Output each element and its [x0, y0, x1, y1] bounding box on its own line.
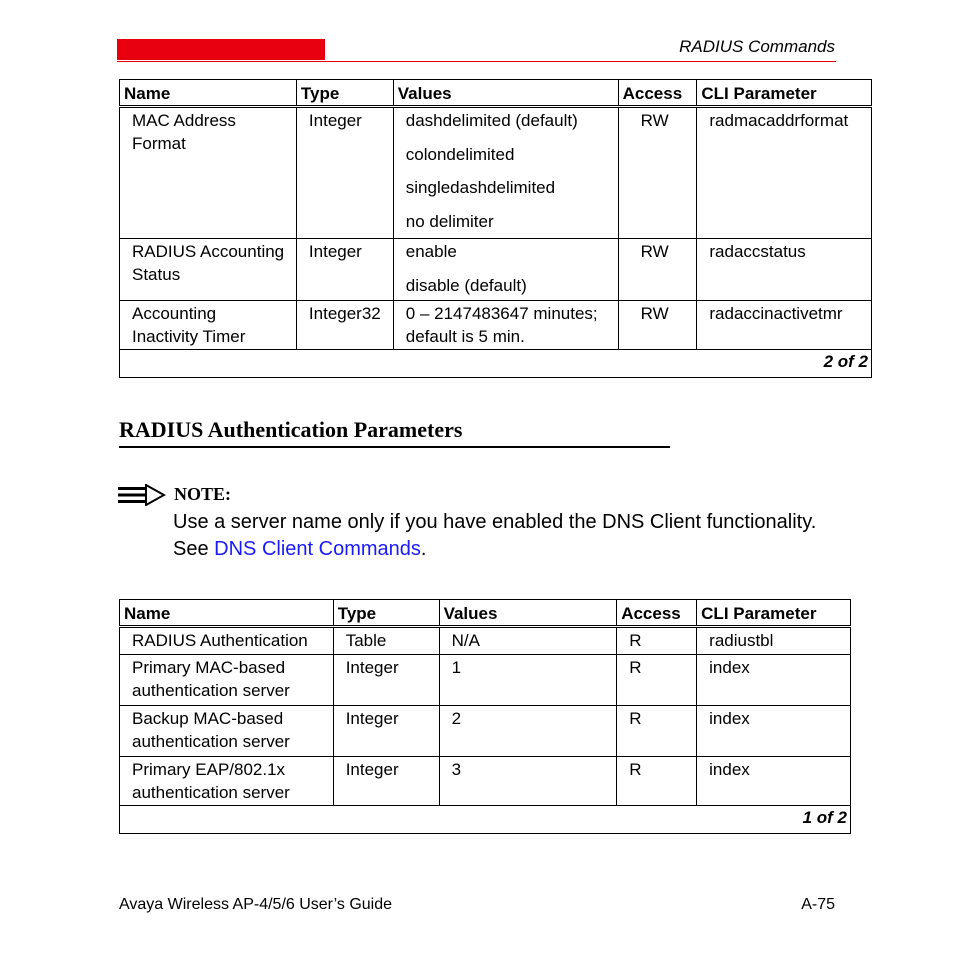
table-page-indicator: 2 of 2: [120, 350, 872, 378]
note-arrow-icon: [118, 484, 166, 506]
param-name: Backup MAC-based authentication server: [132, 709, 290, 751]
radius-authentication-table: [119, 599, 851, 834]
param-name: MAC Address Format: [132, 111, 236, 153]
table-row: [120, 107, 872, 239]
param-values: [394, 108, 618, 233]
value-item: disable (default): [405, 275, 527, 295]
note-text: [173, 509, 823, 563]
column-header: CLI Parameter: [697, 600, 851, 627]
param-access: R: [629, 760, 642, 779]
footer-guide-title: Avaya Wireless AP-4/5/6 User’s Guide: [119, 896, 393, 913]
param-cli: radaccinactivetmr: [709, 304, 843, 323]
value-item: singledashdelimited: [405, 178, 556, 197]
column-header: Values: [393, 80, 618, 107]
param-name: Primary EAP/802.1x authentication server: [132, 760, 290, 802]
column-header: Type: [296, 80, 393, 107]
radius-accounting-table: [119, 79, 872, 378]
param-access: R: [629, 658, 642, 677]
table-row: [120, 301, 872, 350]
header-rule: [117, 61, 836, 62]
table-row: [120, 706, 851, 757]
param-cli: radiustbl: [709, 631, 774, 650]
value-item: enable: [405, 242, 457, 261]
table-row: [120, 239, 872, 301]
param-values: 3: [451, 760, 462, 779]
column-header: Name: [120, 600, 334, 627]
column-header: Values: [439, 600, 617, 627]
param-values: 2: [451, 709, 462, 728]
param-cli: radmacaddrformat: [709, 111, 849, 130]
param-cli: radaccstatus: [709, 242, 806, 261]
header-title: RADIUS Commands: [679, 37, 835, 56]
param-type: Integer: [345, 760, 399, 779]
table-header-row: [120, 600, 851, 627]
table-row: [120, 757, 851, 806]
header-red-bar: [117, 39, 325, 60]
value-item: colondelimited: [405, 144, 515, 164]
section-rule: [119, 446, 670, 448]
param-cli: index: [709, 658, 750, 677]
param-access: R: [629, 709, 642, 728]
column-header: Access: [618, 80, 697, 107]
column-header: Type: [333, 600, 439, 627]
param-type: Integer: [308, 111, 362, 130]
param-values: N/A: [451, 631, 480, 650]
param-cli: index: [709, 709, 750, 728]
param-type: Integer: [308, 242, 362, 261]
param-type: Integer32: [308, 304, 381, 323]
value-item: no delimiter: [405, 211, 494, 231]
param-name: Accounting Inactivity Timer: [132, 304, 246, 346]
param-name: RADIUS Authentication: [132, 631, 308, 650]
param-access: R: [629, 631, 642, 650]
note-body: Use a server name only if you have enabled the DNS Client functionality. See: [173, 511, 817, 560]
note-end: .: [420, 538, 427, 560]
table-header-row: [120, 80, 872, 107]
section-title: RADIUS Authentication Parameters: [119, 417, 463, 442]
param-type: Integer: [345, 709, 399, 728]
param-access: RW: [640, 111, 669, 130]
param-type: Integer: [345, 658, 399, 677]
footer-page-number: A-75: [801, 896, 835, 913]
param-access: RW: [640, 304, 669, 323]
param-name: RADIUS Accounting Status: [132, 242, 285, 284]
param-type: Table: [345, 631, 387, 650]
table-row: [120, 627, 851, 655]
value-item: dashdelimited (default): [405, 111, 578, 130]
note-label: NOTE:: [174, 484, 232, 504]
param-access: RW: [640, 242, 669, 261]
param-values: 1: [451, 658, 462, 677]
column-header: CLI Parameter: [697, 80, 872, 107]
dns-client-commands-link[interactable]: DNS Client Commands: [214, 538, 421, 560]
column-header: Access: [617, 600, 697, 627]
table-row: [120, 655, 851, 706]
param-name: Primary MAC-based authentication server: [132, 658, 290, 700]
param-values: [394, 239, 618, 297]
column-header: Name: [120, 80, 297, 107]
param-values: 0 – 2147483647 minutes; default is 5 min.: [405, 304, 598, 346]
table-page-indicator: 1 of 2: [120, 806, 851, 834]
param-cli: index: [709, 760, 750, 779]
